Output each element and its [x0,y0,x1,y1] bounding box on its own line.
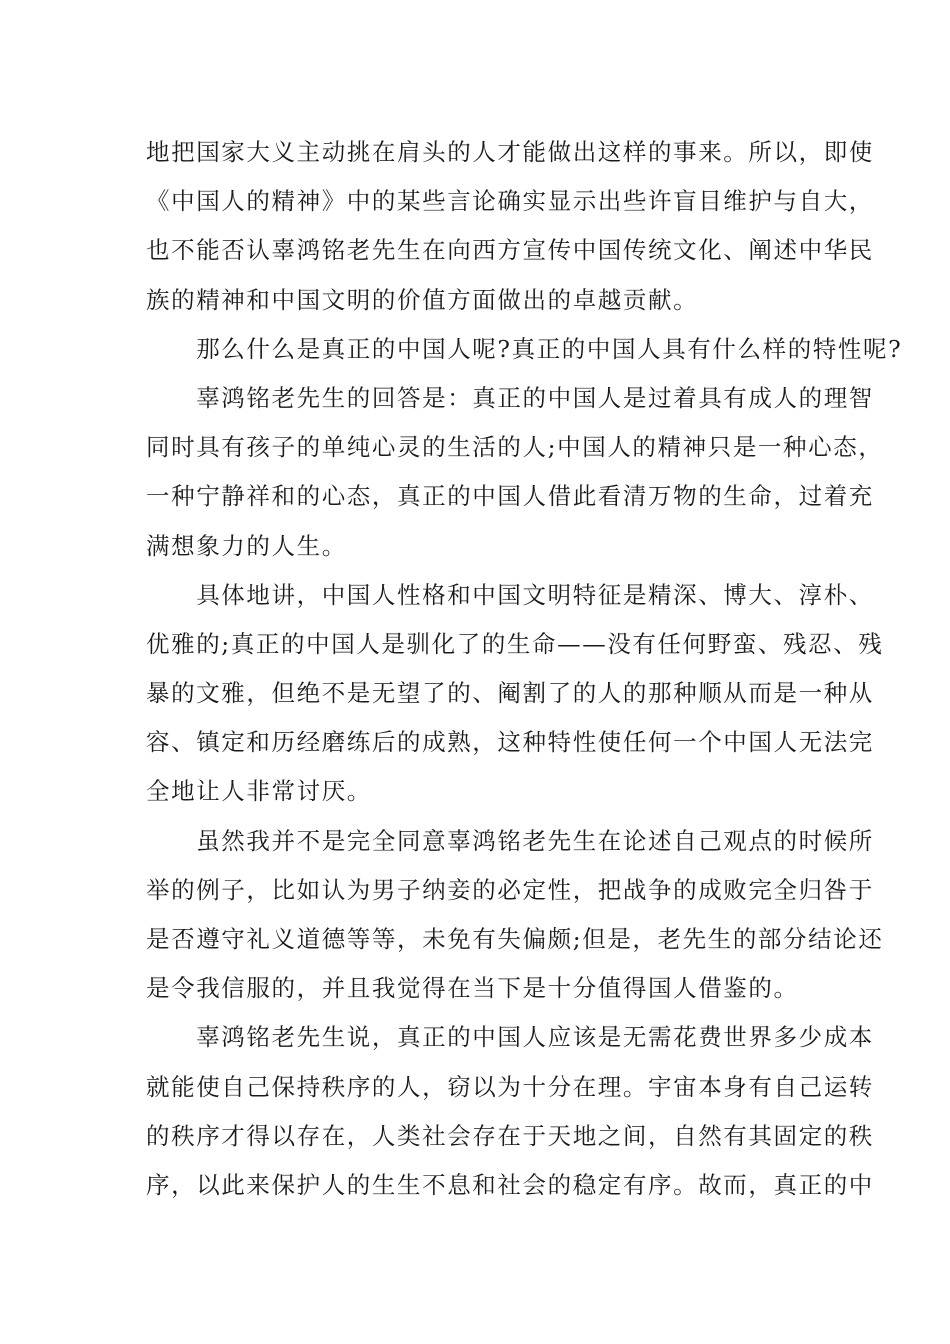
text-line: 全地让人非常讨厌。 [146,777,372,806]
text-line: 地把国家大义主动挑在肩头的人才能做出这样的事来。所以，即使 [146,138,874,166]
text-line: 序，以此来保护人的生生不息和社会的稳定有序。故而，真正的中 [146,1170,874,1199]
text-line: 的秩序才得以存在，人类社会存在于天地之间，自然有其固定的秩 [146,1121,874,1150]
text-line: 具体地讲，中国人性格和中国文明特征是精深、博大、淳朴、 [146,580,874,609]
text-line: 也不能否认辜鸿铭老先生在向西方宣传中国传统文化、阐述中华民 [146,236,874,265]
text-line: 容、镇定和历经磨练后的成熟，这种特性使任何一个中国人无法完 [146,728,874,757]
text-line: 暴的文雅，但绝不是无望了的、阉割了的人的那种顺从而是一种从 [146,679,874,708]
text-line: 就能使自己保持秩序的人，窃以为十分在理。宇宙本身有自己运转 [146,1072,874,1101]
text-line: 族的精神和中国文明的价值方面做出的卓越贡献。 [146,285,699,314]
document-body [146,128,903,1210]
text-line: 同时具有孩子的单纯心灵的生活的人;中国人的精神只是一种心态， [146,433,884,462]
text-line: 辜鸿铭老先生的回答是：真正的中国人是过着具有成人的理智 [146,383,874,412]
text-line: 是令我信服的，并且我觉得在当下是十分值得国人借鉴的。 [146,974,799,1003]
text-line: 一种宁静祥和的心态，真正的中国人借此看清万物的生命，过着充 [146,482,874,511]
text-line: 《中国人的精神》中的某些言论确实显示出些许盲目维护与自大， [146,187,874,216]
text-line: 辜鸿铭老先生说，真正的中国人应该是无需花费世界多少成本 [146,1023,874,1052]
text-line: 优雅的;真正的中国人是驯化了的生命——没有任何野蛮、残忍、残 [146,629,884,658]
text-line: 是否遵守礼义道德等等，未免有失偏颇;但是，老先生的部分结论还 [146,925,884,953]
text-line: 举的例子，比如认为男子纳妾的必定性，把战争的成败完全归咎于 [146,875,874,904]
text-line: 满想象力的人生。 [146,531,347,560]
text-line: 虽然我并不是完全同意辜鸿铭老先生在论述自己观点的时候所 [146,826,874,855]
text-line: 那么什么是真正的中国人呢?真正的中国人具有什么样的特性呢? [146,334,903,363]
